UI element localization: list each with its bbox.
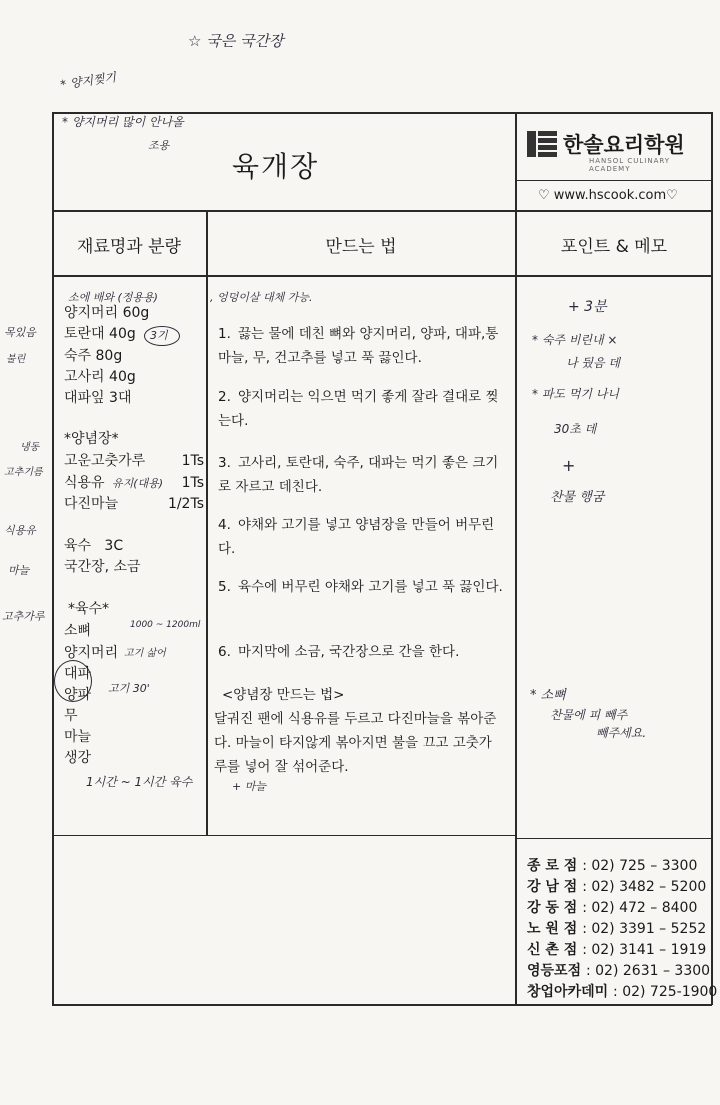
extra-item: 육수 3C (64, 538, 124, 554)
note-right: 찬물에 피 빼주 (550, 708, 628, 722)
col-points-header: 포인트 & 메모 (560, 237, 668, 257)
step-2: 2. 양지머리는 익으면 먹기 좋게 잘라 결대로 찢는다. (218, 389, 499, 429)
branch-item: 신 촌 점 : 02) 3141 – 1919 (527, 942, 707, 958)
sauce-item: 다진마늘 1/2Ts (64, 496, 204, 512)
note-left: 고추기름 (4, 467, 43, 478)
note: + 마늘 (232, 780, 266, 793)
page-title: 육개장 (232, 150, 320, 183)
note: * 양지찢기 (59, 70, 117, 92)
step-6: 6. 마지막에 소금, 국간장으로 간을 한다. (218, 644, 460, 660)
logo-mark-icon (527, 131, 557, 157)
note: 고기 삶어 (124, 648, 166, 659)
branch-item: 종 로 점 : 02) 725 – 3300 (527, 858, 698, 874)
note: 소에 배와 (정용용) (68, 291, 158, 304)
circle-mark (54, 660, 92, 702)
note: 1시간 ~ 1시간 육수 (86, 775, 193, 789)
broth-item: 무 (64, 708, 78, 724)
sauce-method-title: <양념장 만드는 법> (222, 687, 345, 703)
note-left: 식용유 (4, 524, 36, 537)
sauce-item: 식용유 1Ts (64, 475, 204, 491)
broth-item: 양파 (64, 687, 92, 703)
ingredient-item: 양지머리 60g (64, 305, 150, 321)
step-1: 1. 끓는 물에 데친 뼈와 양지머리, 양파, 대파,통마늘, 무, 건고추를 넣고 푹 끓인다. (218, 326, 499, 366)
note: 1000 ~ 1200ml (130, 620, 201, 630)
ingredient-item: 고사리 40g (64, 369, 136, 385)
branch-item: 강 남 점 : 02) 3482 – 5200 (527, 879, 707, 895)
note-left: 냉동 (20, 442, 40, 453)
ingredient-item: 토란대 40g (64, 326, 136, 342)
sauce-item: 고운고춧가루 1Ts (64, 453, 204, 469)
note: 고기 30' (108, 682, 150, 695)
note-left: 불린 (6, 354, 26, 365)
branch-item: 노 원 점 : 02) 3391 – 5252 (527, 921, 707, 937)
broth-item: 소뼈 (64, 623, 92, 639)
note: * 양지머리 많이 안나올 (62, 115, 184, 129)
sauce-method-text: 달궈진 팬에 식용유를 두르고 다진마늘을 볶아준다. 마늘이 타지않게 볶아지면 불을 끄고 고춧가루를 넣어 잘 섞어준다. (214, 711, 497, 775)
col-method-header: 만드는 법 (325, 237, 397, 257)
col-divider-left (206, 210, 208, 835)
col-head-divider (52, 275, 712, 277)
logo-divider (515, 180, 712, 181)
note-left: 목있음 (4, 326, 36, 339)
step-3: 3. 고사리, 토란대, 숙주, 대파는 먹기 좋은 크기로 자르고 데친다. (218, 455, 499, 495)
note-right: 빼주세요. (596, 726, 647, 740)
note-right: + (562, 456, 576, 475)
broth-item: 양지머리 (64, 645, 119, 661)
ingredient-item: 대파잎 3대 (64, 390, 132, 406)
ingredient-item: 숙주 80g (64, 348, 123, 364)
frame-bottom (52, 1004, 712, 1006)
broth-title: *육수* (68, 601, 110, 617)
note: 조용 (148, 139, 170, 152)
note-right: 찬물 행굼 (550, 490, 605, 505)
note-right: 30초 데 (554, 422, 597, 436)
step-4: 4. 야채와 고기를 넣고 양념장을 만들어 버무린다. (218, 517, 495, 557)
lower-divider (52, 835, 516, 836)
brand-subtitle: HANSOL CULINARY ACADEMY (589, 157, 671, 173)
note-right: * 파도 먹기 나니 (532, 387, 619, 401)
col-ingredients-header: 재료명과 분량 (77, 237, 181, 257)
broth-item: 대파 (64, 666, 92, 682)
branch-item: 강 동 점 : 02) 472 – 8400 (527, 900, 698, 916)
step-5: 5. 육수에 버무린 야채와 고기를 넣고 푹 끓인다. (218, 579, 503, 595)
brand-logo (527, 127, 707, 173)
note-left: 마늘 (8, 564, 30, 577)
note: 3기 (150, 329, 168, 342)
brand-name: 한솔요리학원 (563, 133, 685, 157)
note: 유지(대용) (112, 477, 164, 490)
note-right: * 소뼈 (530, 688, 566, 703)
broth-item: 생강 (64, 750, 92, 766)
note-left: 고추가루 (2, 610, 45, 623)
sauce-title: *양념장* (64, 431, 119, 447)
note: , 엉덩이살 대체 가능. (210, 291, 313, 304)
note-right: * 숙주 비린내 × (532, 333, 618, 347)
extra-item: 국간장, 소금 (64, 559, 141, 575)
note-right: + 3분 (568, 299, 607, 315)
note-right: 나 뒀음 데 (566, 356, 620, 370)
header-divider (52, 210, 712, 212)
branch-item: 창업아카데미 : 02) 725-1900 (527, 984, 718, 1000)
branch-divider (515, 838, 712, 839)
broth-item: 마늘 (64, 729, 92, 745)
branch-item: 영등포점 : 02) 2631 – 3300 (527, 963, 711, 979)
website-link[interactable]: ♡ www.hscook.com♡ (538, 188, 678, 203)
note-top: ☆ 국은 국간장 (188, 32, 284, 50)
